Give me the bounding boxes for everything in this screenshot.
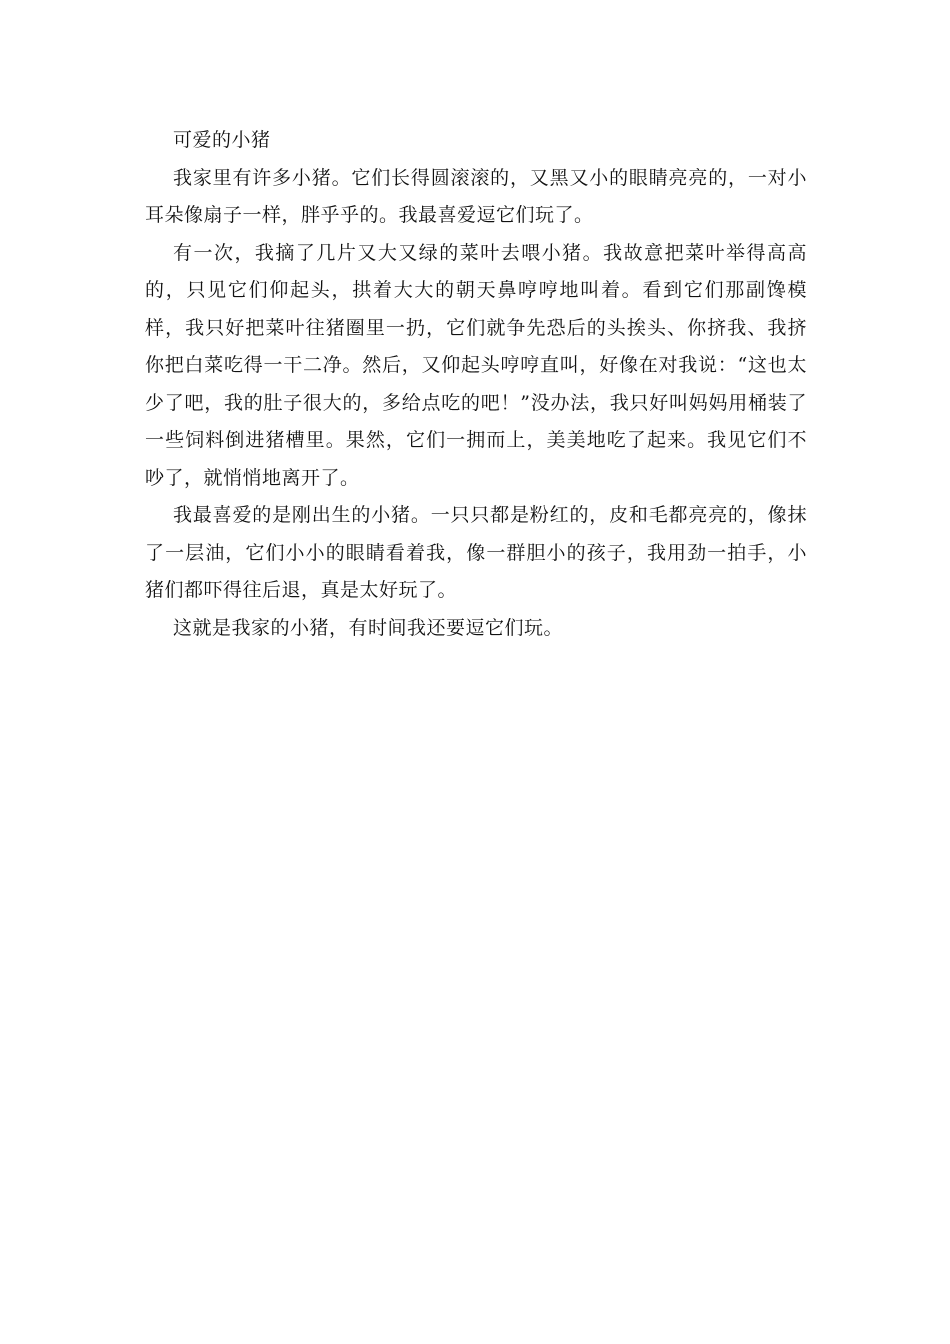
paragraph-conclusion: 这就是我家的小猪，有时间我还要逗它们玩。 [173, 616, 564, 639]
document-page [145, 122, 807, 647]
paragraph-intro: 我家里有许多小猪。它们长得圆滚滚的，又黑又小的眼睛亮亮的，一对小耳朵像扇子一样，胖乎乎的。我最喜爱逗它们玩了。 [145, 166, 807, 226]
document-title: 可爱的小猪 [173, 129, 271, 151]
paragraph-feeding: 有一次，我摘了几片又大又绿的菜叶去喂小猪。我故意把菜叶举得高高的，只见它们仰起头，拱着大大的朝天鼻哼哼地叫着。看到它们那副馋模样，我只好把菜叶往猪圈里一扔，它们就争先恐后的头挨头、你挤我、我挤你把白菜吃得一干二净。然后，又仰起头哼哼直叫，好像在对我说：“这也太少了吧，我的肚子很大的，多给点吃的吧！”没办法，我只好叫妈妈用桶装了一些饲料倒进猪槽里。果然，它们一拥而上，美美地吃了起来。我见它们不吵了，就悄悄地离开了。 [145, 241, 807, 489]
paragraph-piglets: 我最喜爱的是刚出生的小猪。一只只都是粉红的，皮和毛都亮亮的，像抹了一层油，它们小小的眼睛看着我，像一群胆小的孩子，我用劲一拍手，小猪们都吓得往后退，真是太好玩了。 [145, 504, 807, 601]
